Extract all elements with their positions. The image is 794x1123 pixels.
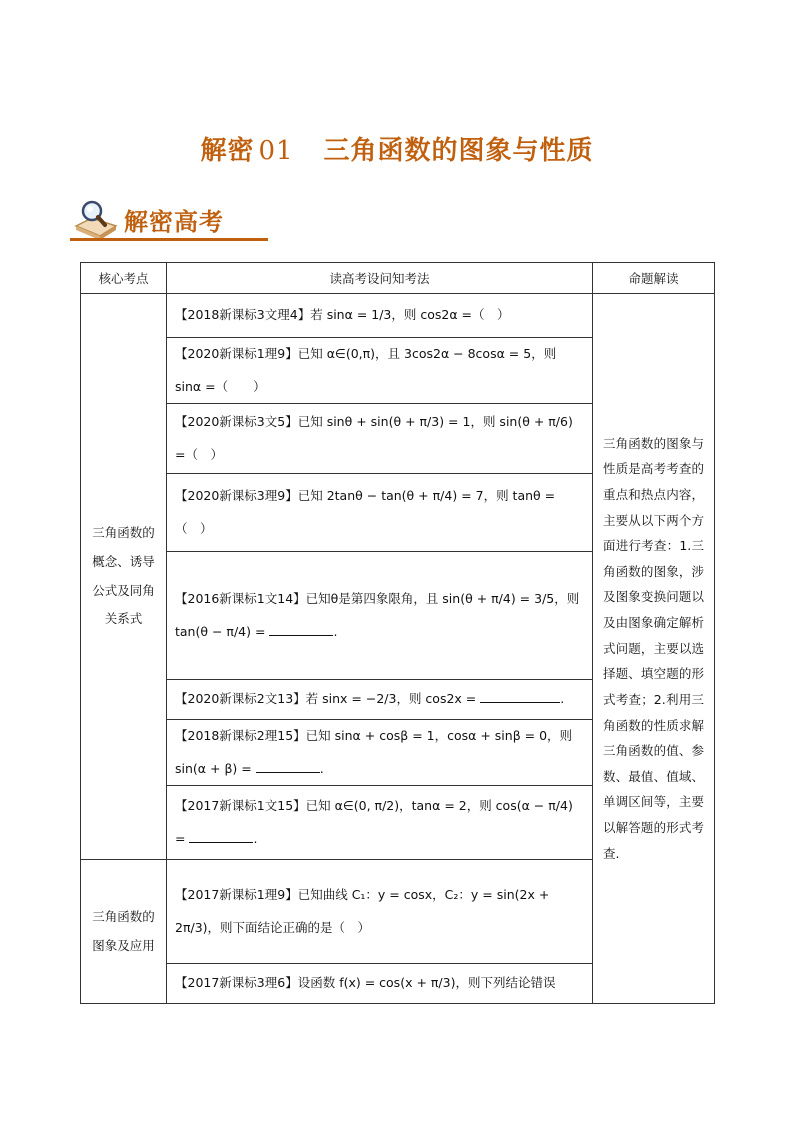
header-question-method: 读高考设问知考法 <box>167 263 593 294</box>
topic-cell: 三角函数的概念、诱导公式及同角关系式 <box>81 294 167 860</box>
title-number: 01 <box>258 136 294 166</box>
title-text: 三角函数的图象与性质 <box>323 136 594 166</box>
question-cell: 【2018新课标3文理4】若 sinα = 1/3，则 cos2α =（ ） <box>167 294 593 338</box>
question-cell: 【2017新课标1文15】已知 α∈(0, π/2)，tanα = 2，则 cos(α − π/4) = . <box>167 786 593 860</box>
question-cell: 【2020新课标3理9】已知 2tanθ − tan(θ + π/4) = 7，则 tanθ =（ ） <box>167 474 593 552</box>
section-underline <box>70 238 268 241</box>
question-cell: 【2020新课标2文13】若 sinx = −2/3，则 cos2x = . <box>167 680 593 720</box>
title-prefix: 解密 <box>200 136 255 166</box>
magnifier-book-icon <box>72 196 120 240</box>
question-cell: 【2020新课标1理9】已知 α∈(0,π)，且 3cos2α − 8cosα = 5，则 sinα =（ ） <box>167 338 593 404</box>
question-cell: 【2020新课标3文5】已知 sinθ + sin(θ + π/3) = 1，则 sin(θ + π/6) =（ ） <box>167 404 593 474</box>
table-row <box>81 294 715 338</box>
answer-blank[interactable] <box>189 828 253 843</box>
exam-analysis-table <box>80 262 715 1004</box>
question-cell: 【2016新课标1文14】已知θ是第四象限角，且 sin(θ + π/4) = 3/5，则 tan(θ − π/4) = . <box>167 552 593 680</box>
interpretation-cell: 三角函数的图象与性质是高考考查的重点和热点内容，主要从以下两个方面进行考查：1.三角函数的图象，涉及图象变换问题以及由图象确定解析式问题，主要以选择题、填空题的形式考查；2.利用三角函数的性质求解三角函数的值、参数、最值、值域、单调区间等，主要以解答题的形式考查. <box>593 294 715 1004</box>
question-cell: 【2018新课标2理15】已知 sinα + cosβ = 1，cosα + sinβ = 0，则 sin(α + β) = . <box>167 720 593 786</box>
page-title <box>0 130 794 167</box>
topic-cell: 三角函数的图象及应用 <box>81 860 167 1004</box>
header-interpretation: 命题解读 <box>593 263 715 294</box>
table-header-row <box>81 263 715 294</box>
section-label: 解密高考 <box>124 207 224 236</box>
answer-blank[interactable] <box>256 758 320 773</box>
answer-blank[interactable] <box>269 621 333 636</box>
question-cell: 【2017新课标1理9】已知曲线 C₁：y = cosx，C₂：y = sin(2x + 2π/3)，则下面结论正确的是（ ） <box>167 860 593 964</box>
answer-blank[interactable] <box>480 688 560 703</box>
section-header <box>70 196 270 244</box>
question-cell: 【2017新课标3理6】设函数 f(x) = cos(x + π/3)，则下列结论错误 <box>167 964 593 1004</box>
header-core-topic: 核心考点 <box>81 263 167 294</box>
